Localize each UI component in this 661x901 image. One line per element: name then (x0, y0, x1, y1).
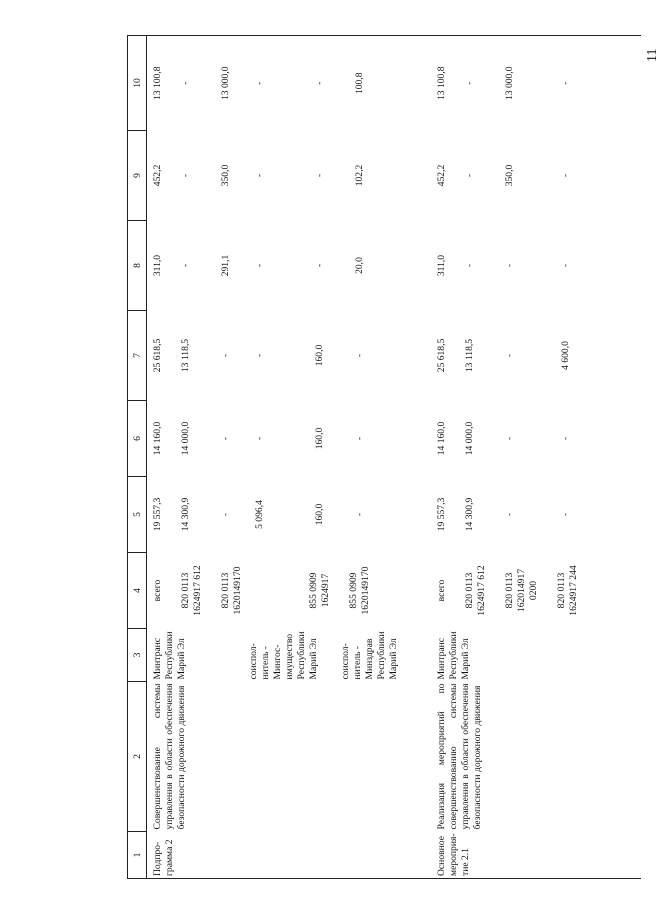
value: 13 000,0 (503, 66, 515, 101)
value: 19 557,3 (152, 497, 163, 532)
value-cell-col6 (431, 401, 641, 477)
value: 19 557,3 (435, 497, 447, 532)
value: 160,0 (314, 344, 325, 367)
value-cell-col5 (431, 477, 641, 553)
executor-cell (147, 629, 431, 682)
code-line: 820 0113 1620149170 (220, 566, 243, 615)
value: - (463, 81, 475, 85)
value: - (254, 81, 265, 85)
value: - (254, 353, 265, 358)
executor-cell (431, 629, 641, 682)
value: - (559, 436, 571, 441)
value: 13 000,0 (220, 66, 231, 101)
value: 13 100,8 (152, 66, 163, 101)
value-cell-col10 (147, 36, 431, 131)
value-cell-col9 (431, 131, 641, 221)
row-description: Совершенствование системы управления в области обеспечения безопасности дорожного движения (152, 683, 187, 830)
value: 350,0 (503, 164, 515, 187)
value: 5 096,4 (254, 500, 265, 529)
value: 452,2 (152, 164, 163, 187)
value: 20,0 (354, 257, 365, 274)
executor-line: соиспол- нитель - Мингос- имущество Республики Марий Эл (248, 631, 319, 680)
value: - (220, 436, 231, 441)
value: - (559, 512, 571, 517)
value: - (254, 263, 265, 268)
value: - (314, 81, 325, 85)
value: - (254, 436, 265, 441)
value: - (220, 512, 231, 517)
code-line: 820 0113 1624917 612 (463, 565, 487, 616)
value: - (354, 512, 365, 517)
header-col-1: 1 (128, 832, 147, 879)
page-number: 11 (645, 48, 660, 62)
table-row (431, 36, 641, 879)
table-row (147, 36, 431, 879)
value: - (180, 263, 191, 268)
value: 452,2 (435, 164, 447, 187)
value: 160,0 (314, 427, 325, 450)
value: - (180, 173, 191, 178)
row-description: Реализация мероприятий по совершенствованию системы управления в области обеспечения безопасности дорожного движения (435, 683, 483, 830)
value: - (559, 173, 571, 178)
value: - (254, 173, 265, 178)
value: 350,0 (220, 164, 231, 187)
value: - (503, 353, 515, 358)
header-col-2: 2 (128, 682, 147, 832)
budget-code-cell (431, 553, 641, 629)
value: - (180, 81, 191, 85)
value-cell-col6 (147, 401, 431, 477)
header-col-5: 5 (128, 477, 147, 553)
executor-line: Минтранс Республики Марий Эл (152, 631, 187, 680)
header-col-10: 10 (128, 36, 147, 131)
value: - (314, 263, 325, 268)
value-cell-col7 (431, 311, 641, 401)
code-line: всего (152, 579, 163, 602)
executor-line: соиспол- нитель - Минздрав Республики Марий Эл (340, 631, 399, 680)
executor-line: Минтранс Республики Марий Эл (435, 631, 471, 680)
value: 311,0 (152, 254, 163, 277)
value: 311,0 (435, 254, 447, 277)
value: 160,0 (314, 503, 325, 526)
budget-code-cell (147, 553, 431, 629)
value: - (314, 173, 325, 178)
value: - (503, 436, 515, 441)
value: - (559, 263, 571, 268)
code-line: 820 0113 1624917 244 (555, 565, 579, 616)
value: - (463, 173, 475, 178)
value: 13 118,5 (180, 338, 191, 373)
header-col-6: 6 (128, 401, 147, 477)
row-label: Основное мероприя- тие 2.1 (431, 832, 641, 879)
value: 14 160,0 (435, 421, 447, 456)
header-col-8: 8 (128, 221, 147, 311)
header-col-4: 4 (128, 553, 147, 629)
code-line: 855 0909 1624917 (308, 572, 331, 609)
value-cell-col10 (431, 36, 641, 131)
value: - (354, 353, 365, 358)
value: 100,8 (354, 72, 365, 95)
rotated-table-container (127, 36, 647, 879)
value: - (463, 263, 475, 268)
budget-table (127, 35, 641, 879)
header-col-9: 9 (128, 131, 147, 221)
value-cell-col5 (147, 477, 431, 553)
header-col-3: 3 (128, 629, 147, 682)
value: 14 000,0 (180, 421, 191, 456)
value: 25 618,5 (435, 338, 447, 373)
code-line: 820 0113 1624917 612 (180, 565, 203, 616)
value: 4 600,0 (559, 341, 571, 370)
value: - (559, 81, 571, 85)
value: 14 160,0 (152, 421, 163, 456)
value: 13 100,8 (435, 66, 447, 101)
code-line (260, 555, 272, 627)
value-cell-col8 (431, 221, 641, 311)
value: - (220, 353, 231, 358)
value: 14 300,9 (463, 497, 475, 532)
value-cell-col7 (147, 311, 431, 401)
value: 13 118,5 (463, 338, 475, 373)
value: 14 000,0 (463, 421, 475, 456)
value: 25 618,5 (152, 338, 163, 373)
code-line: 820 0113 162014917 0200 (503, 568, 539, 613)
code-line: всего (435, 579, 447, 602)
value: 14 300,9 (180, 497, 191, 532)
header-row (128, 36, 147, 879)
value: 291,1 (220, 254, 231, 277)
value: - (503, 512, 515, 517)
header-col-7: 7 (128, 311, 147, 401)
row-label: Подпро- грамма 2 (147, 832, 431, 879)
value: - (354, 436, 365, 441)
value-cell-col8 (147, 221, 431, 311)
value: - (503, 263, 515, 268)
code-line: 855 0909 1620149170 (348, 566, 371, 615)
value: 102,2 (354, 164, 365, 187)
value-cell-col9 (147, 131, 431, 221)
